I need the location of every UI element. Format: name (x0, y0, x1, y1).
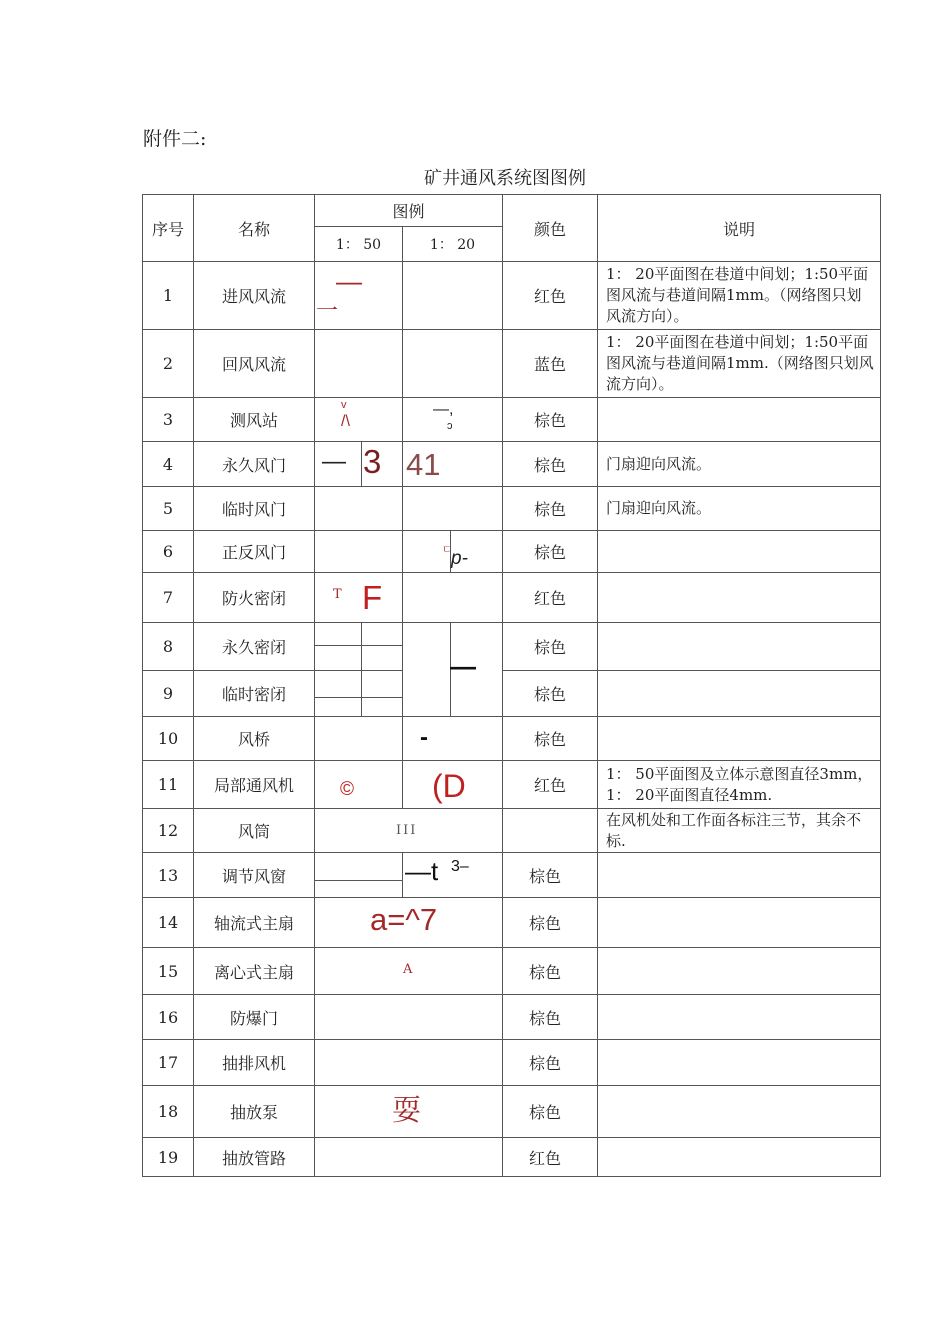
measuring-station-symbol: —, (433, 401, 454, 418)
row-name: 永久风门 (193, 441, 314, 486)
legend-50 (314, 530, 402, 572)
row-seq: 3 (142, 397, 193, 441)
fire-seal-symbol: F (362, 579, 383, 616)
legend-50 (314, 670, 402, 716)
row-desc (597, 716, 880, 760)
fire-seal-symbol: T (333, 587, 342, 602)
row-color: 棕色 (502, 852, 597, 897)
row-desc (597, 670, 880, 716)
legend-50 (314, 716, 402, 760)
row-desc (597, 1085, 880, 1137)
row-color: 棕色 (502, 994, 597, 1039)
axial-fan-symbol: a=^7 (370, 902, 438, 937)
header-scale-20: 1： 20 (402, 226, 502, 261)
row-color: 棕色 (502, 397, 597, 441)
row-color: 棕色 (502, 1039, 597, 1085)
reversible-door-symbol: p- (451, 548, 468, 569)
measuring-station-symbol: v (341, 399, 347, 411)
measuring-station-symbol: ↄ (447, 420, 453, 432)
legend-20 (402, 329, 502, 397)
row-desc (597, 947, 880, 994)
row-seq: 10 (142, 716, 193, 760)
header-scale-50: 1： 50 (314, 226, 402, 261)
header-name: 名称 (193, 194, 314, 261)
row-desc (597, 622, 880, 670)
drainage-pump-symbol: 耍 (392, 1093, 422, 1127)
row-seq: 16 (142, 994, 193, 1039)
row-name: 离心式主扇 (193, 947, 314, 994)
legend-20 (402, 261, 502, 329)
row-name: 测风站 (193, 397, 314, 441)
air-duct-symbol: III (396, 823, 418, 838)
header-desc: 说明 (597, 194, 880, 261)
row-color: 棕色 (502, 716, 597, 760)
row-desc (597, 1039, 880, 1085)
row-seq: 19 (142, 1137, 193, 1176)
row-color: 红色 (502, 261, 597, 329)
header-seq: 序号 (142, 194, 193, 261)
row-seq: 17 (142, 1039, 193, 1085)
legend-20 (402, 716, 502, 760)
row-desc (597, 994, 880, 1039)
row-color: 蓝色 (502, 329, 597, 397)
legend-20 (402, 572, 502, 622)
row-color: 红色 (502, 1137, 597, 1176)
row-color: 棕色 (502, 530, 597, 572)
row-seq: 5 (142, 486, 193, 530)
row-name: 调节风窗 (193, 852, 314, 897)
air-crossing-symbol: - (420, 724, 428, 751)
row-color: 棕色 (502, 1085, 597, 1137)
row-desc (597, 852, 880, 897)
row-color (502, 808, 597, 852)
row-desc: 1： 20平面图在巷道中间划；1:50平面图风流与巷道间隔1mm.（网络图只划风流方向）。 (597, 329, 880, 397)
row-seq: 15 (142, 947, 193, 994)
row-seq: 8 (142, 622, 193, 670)
legend-50 (314, 397, 402, 441)
row-color: 棕色 (502, 947, 597, 994)
row-seq: 12 (142, 808, 193, 852)
permanent-door-symbol: 3 (363, 443, 382, 480)
row-color: 棕色 (502, 622, 597, 670)
permanent-door-symbol: — (322, 448, 346, 475)
row-seq: 13 (142, 852, 193, 897)
row-color: 棕色 (502, 441, 597, 486)
regulator-window-symbol: 3– (451, 858, 469, 875)
row-seq: 18 (142, 1085, 193, 1137)
legend-divider (361, 441, 362, 486)
row-desc: 1： 50平面图及立体示意图直径3mm，1： 20平面图直径4mm. (597, 760, 880, 808)
row-desc: 1： 20平面图在巷道中间划；1:50平面图风流与巷道间隔1mm。（网络图只划风流方向）。 (597, 261, 880, 329)
row-seq: 11 (142, 760, 193, 808)
legend-50 (314, 486, 402, 530)
row-seq: 2 (142, 329, 193, 397)
row-color: 红色 (502, 760, 597, 808)
legend-50 (314, 760, 402, 808)
row-seq: 4 (142, 441, 193, 486)
legend-50 (314, 572, 402, 622)
measuring-station-symbol: /\ (341, 413, 350, 430)
temporary-seal-symbol: — (450, 651, 476, 681)
row-name: 进风风流 (193, 261, 314, 329)
table-bottom-border (142, 1176, 881, 1177)
legend-divider (314, 697, 402, 698)
row-name: 抽放泵 (193, 1085, 314, 1137)
row-seq: 9 (142, 670, 193, 716)
attachment-label: 附件二: (143, 128, 207, 150)
row-seq: 6 (142, 530, 193, 572)
reversible-door-symbol: ㄷ (442, 545, 452, 556)
row-name: 防火密闭 (193, 572, 314, 622)
table-right-border (880, 194, 881, 1177)
row-color: 棕色 (502, 897, 597, 947)
row-name: 防爆门 (193, 994, 314, 1039)
legend-divider (314, 880, 402, 881)
intake-airflow-symbol: — (336, 266, 362, 296)
row-name: 局部通风机 (193, 760, 314, 808)
row-name: 抽放管路 (193, 1137, 314, 1176)
row-name: 轴流式主扇 (193, 897, 314, 947)
row-seq: 14 (142, 897, 193, 947)
row-name: 临时密闭 (193, 670, 314, 716)
row-color: 红色 (502, 572, 597, 622)
legend-merged (314, 1137, 502, 1176)
row-desc (597, 530, 880, 572)
row-desc (597, 897, 880, 947)
row-desc: 门扇迎向风流。 (597, 441, 880, 486)
legend-50 (314, 622, 402, 670)
row-seq: 1 (142, 261, 193, 329)
row-name: 永久密闭 (193, 622, 314, 670)
intake-airflow-symbol: 一 (316, 298, 339, 323)
row-color: 棕色 (502, 670, 597, 716)
row-name: 正反风门 (193, 530, 314, 572)
legend-20 (402, 486, 502, 530)
legend-merged (314, 994, 502, 1039)
header-legend: 图例 (314, 194, 502, 226)
row-seq: 7 (142, 572, 193, 622)
header-color: 颜色 (502, 194, 597, 261)
row-desc: 在风机处和工作面各标注三节，其余不标. (597, 808, 880, 852)
legend-50 (314, 852, 402, 897)
row-desc (597, 397, 880, 441)
local-fan-symbol: © (340, 779, 354, 800)
legend-50 (314, 329, 402, 397)
row-name: 临时风门 (193, 486, 314, 530)
row-desc (597, 572, 880, 622)
row-name: 抽排风机 (193, 1039, 314, 1085)
row-name: 风筒 (193, 808, 314, 852)
row-desc: 门扇迎向风流。 (597, 486, 880, 530)
permanent-door-symbol: 41 (406, 447, 441, 482)
regulator-window-symbol: —t (405, 856, 439, 886)
local-fan-symbol: (D (432, 768, 466, 804)
row-color: 棕色 (502, 486, 597, 530)
legend-divider (314, 645, 402, 646)
legend-divider (361, 622, 362, 716)
row-name: 风桥 (193, 716, 314, 760)
row-desc (597, 1137, 880, 1176)
row-name: 回风风流 (193, 329, 314, 397)
centrifugal-fan-symbol: A (403, 962, 413, 977)
page-title: 矿井通风系统图图例 (424, 168, 586, 189)
legend-merged (314, 1039, 502, 1085)
